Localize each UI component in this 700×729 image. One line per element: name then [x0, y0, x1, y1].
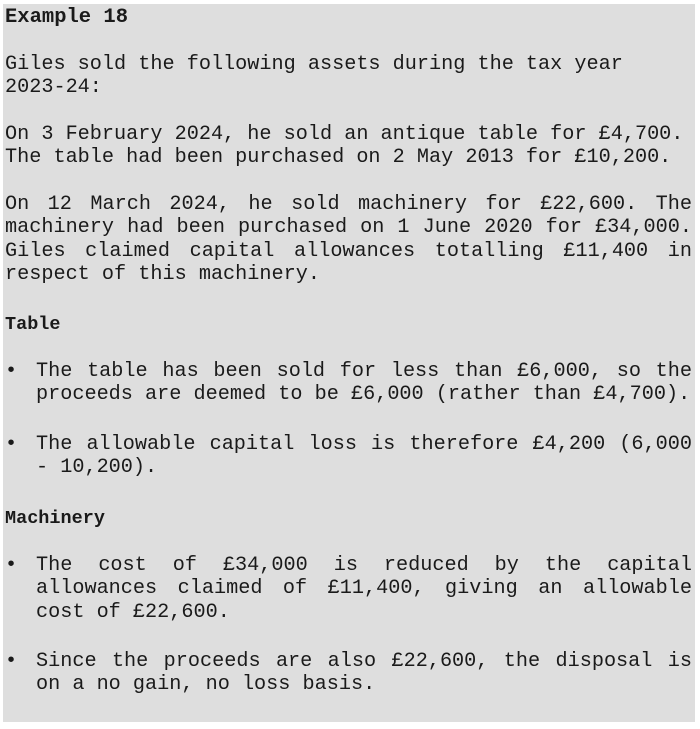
bullet-icon: • [5, 554, 18, 577]
list-item [5, 360, 692, 407]
bullet-text: The allowable capital loss is therefore £4,200 (6,000 - 10,200). [36, 433, 692, 480]
list-item [5, 554, 692, 624]
bullet-text: The cost of £34,000 is reduced by the capital allowances claimed of £11,400, giving an allowable cost of £22,600. [36, 554, 692, 624]
bullet-text: Since the proceeds are also £22,600, the disposal is on a no gain, no loss basis. [36, 650, 692, 697]
example-title: Example 18 [5, 6, 129, 29]
list-item [5, 650, 692, 697]
bullet-icon: • [5, 360, 18, 383]
bullet-text: The table has been sold for less than £6,000, so the proceeds are deemed to be £6,000 (rather than £4,700). [36, 360, 692, 407]
bullet-icon: • [5, 433, 18, 456]
bullet-icon: • [5, 650, 18, 673]
list-item [5, 433, 692, 480]
intro-paragraph: Giles sold the following assets during the tax year 2023-24: [5, 53, 623, 100]
section-heading-machinery: Machinery [5, 508, 105, 529]
section-heading-table: Table [5, 314, 61, 335]
example-box [3, 4, 695, 722]
paragraph-table-sale: On 3 February 2024, he sold an antique table for £4,700. The table had been purchased on 2 May 2013 for £10,200. [5, 123, 684, 170]
paragraph-machinery-sale: On 12 March 2024, he sold machinery for £22,600. The machinery had been purchased on 1 June 2020 for £34,000. Giles claimed capital allowances totalling £11,400 in respect of this machinery. [5, 193, 692, 287]
